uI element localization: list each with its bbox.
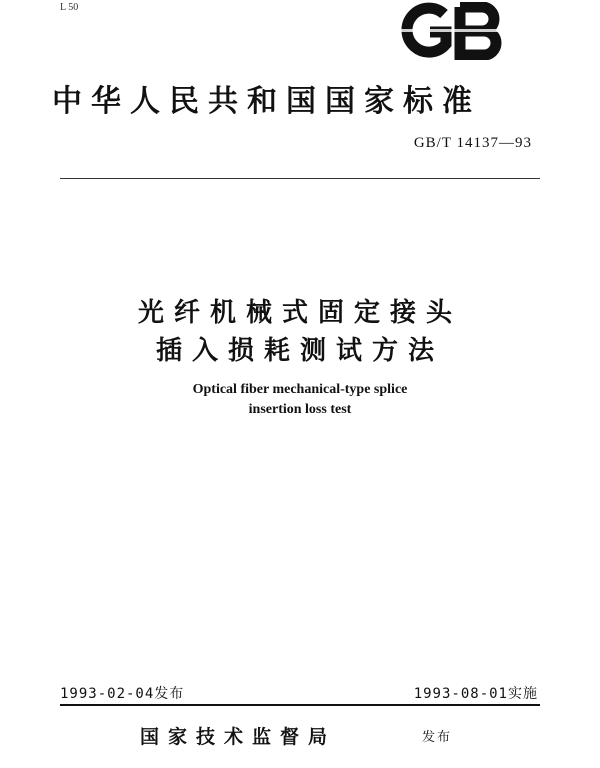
issue-date: 1993-02-04发布 <box>60 686 185 702</box>
chinese-title-line-2: 插入损耗测试方法 <box>155 336 444 366</box>
publisher-name: 国家技术监督局 <box>140 726 337 748</box>
english-title-line-1: Optical fiber mechanical-type splice <box>192 382 408 397</box>
standard-title: 中华人民共和国国家标准 <box>52 84 481 119</box>
implementation-date: 1993-08-01实施 <box>413 686 538 702</box>
top-divider <box>60 178 540 179</box>
chinese-title-line-1: 光纤机械式固定接头 <box>137 298 462 328</box>
bottom-divider <box>60 704 540 706</box>
gb-logo <box>398 2 510 60</box>
standard-number: GB/T 14137—93 <box>413 135 532 151</box>
classification-code: L 50 <box>60 2 79 13</box>
english-title-line-2: insertion loss test <box>248 402 352 417</box>
publish-label: 发布 <box>422 730 453 745</box>
